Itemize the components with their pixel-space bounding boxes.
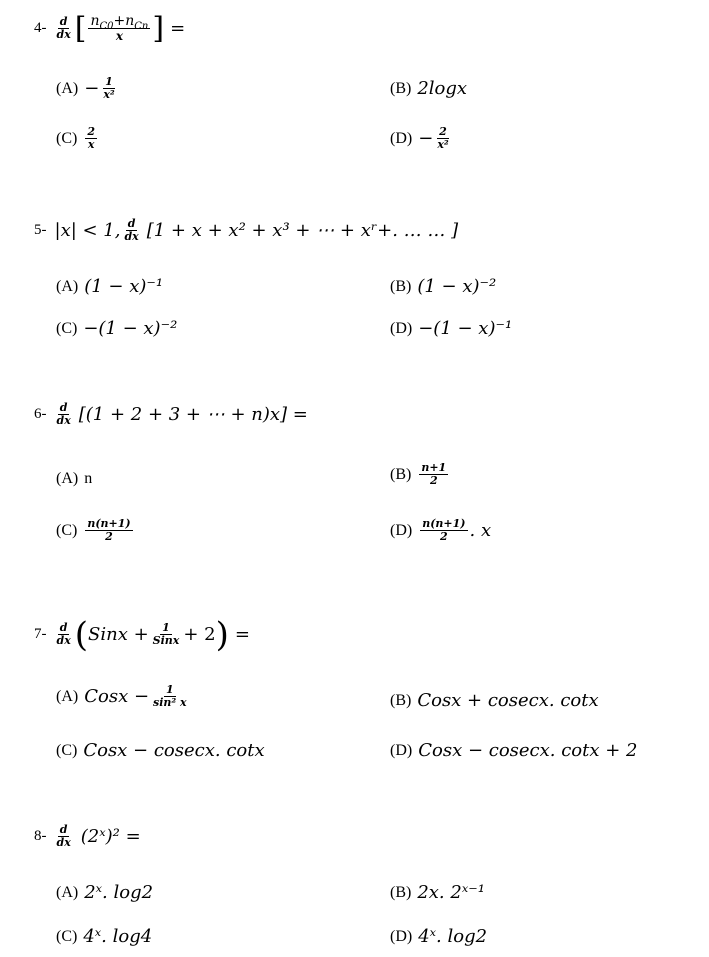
option-a[interactable]: (A) − $\frac{1}{\text{x²}}$ (56, 75, 115, 101)
option-a[interactable]: (A) n (56, 470, 93, 487)
question-stem: 8- $\frac{d}{dx}$ (2ˣ)² = (34, 823, 141, 849)
question-number: 4- (34, 20, 47, 36)
option-c[interactable]: (C) Cosx − cosecx. cotx (56, 740, 265, 761)
option-a[interactable]: (A) Cosx − $\frac{1}{\text{sin² x}}$ (56, 683, 187, 709)
option-b[interactable]: (B) $\frac{n+1}{2}$ (390, 461, 447, 487)
question-number: 8- (34, 828, 47, 844)
derivative-operator: $\frac{d}{dx}$ (56, 823, 71, 849)
inner-fraction: $\frac{n_{C0}+n_{Cn}}{x}$ (90, 13, 149, 43)
question-number: 7- (34, 626, 47, 642)
option-a[interactable]: (A) (1 − x)⁻¹ (56, 276, 164, 297)
derivative-operator: $\frac{d}{dx}$ (56, 621, 71, 647)
option-d[interactable]: (D) $\frac{n(n+1)}{2}$ . x (390, 517, 492, 543)
question-stem: 5- |x| < 1, $\frac{d}{dx}$ [1 + x + x² + x³ + ⋯ + xʳ+. … … ] (34, 217, 459, 243)
question-number: 5- (34, 222, 47, 238)
question-stem: 7- $\frac{d}{dx}$ ( Sinx + $\frac{1}{\text{Sinx}}$ + 2 ) = (34, 614, 250, 655)
derivative-operator: $\frac{d}{dx}$ (56, 401, 71, 427)
option-d[interactable]: (D) 4ˣ. log2 (390, 926, 488, 947)
derivative-operator: $\frac{d}{dx}$ (56, 15, 71, 41)
option-c[interactable]: (C) $\frac{2}{x}$ (56, 125, 95, 151)
option-c[interactable]: (C) −(1 − x)⁻² (56, 318, 178, 339)
option-a[interactable]: (A) 2ˣ. log2 (56, 882, 154, 903)
option-d[interactable]: (D) − $\frac{2}{\text{x²}}$ (390, 125, 449, 151)
option-d[interactable]: (D) Cosx − cosecx. cotx + 2 (390, 740, 638, 761)
option-b[interactable]: (B) 2logx (390, 78, 468, 99)
option-b[interactable]: (B) 2x. 2ˣ⁻¹ (390, 882, 485, 903)
question-stem: 6- $\frac{d}{dx}$ [(1 + 2 + 3 + ⋯ + n)x] = (34, 401, 308, 427)
option-b[interactable]: (B) Cosx + cosecx. cotx (390, 690, 599, 711)
question-stem: 4- $\frac{d}{dx}$ [ $\frac{n_{C0}+n_{Cn}}{x}$ ] = (34, 10, 186, 46)
option-b[interactable]: (B) (1 − x)⁻² (390, 276, 497, 297)
derivative-operator: $\frac{d}{dx}$ (124, 217, 139, 243)
question-number: 6- (34, 406, 47, 422)
option-c[interactable]: (C) $\frac{n(n+1)}{2}$ (56, 517, 131, 543)
option-c[interactable]: (C) 4ˣ. log4 (56, 926, 153, 947)
option-d[interactable]: (D) −(1 − x)⁻¹ (390, 318, 513, 339)
